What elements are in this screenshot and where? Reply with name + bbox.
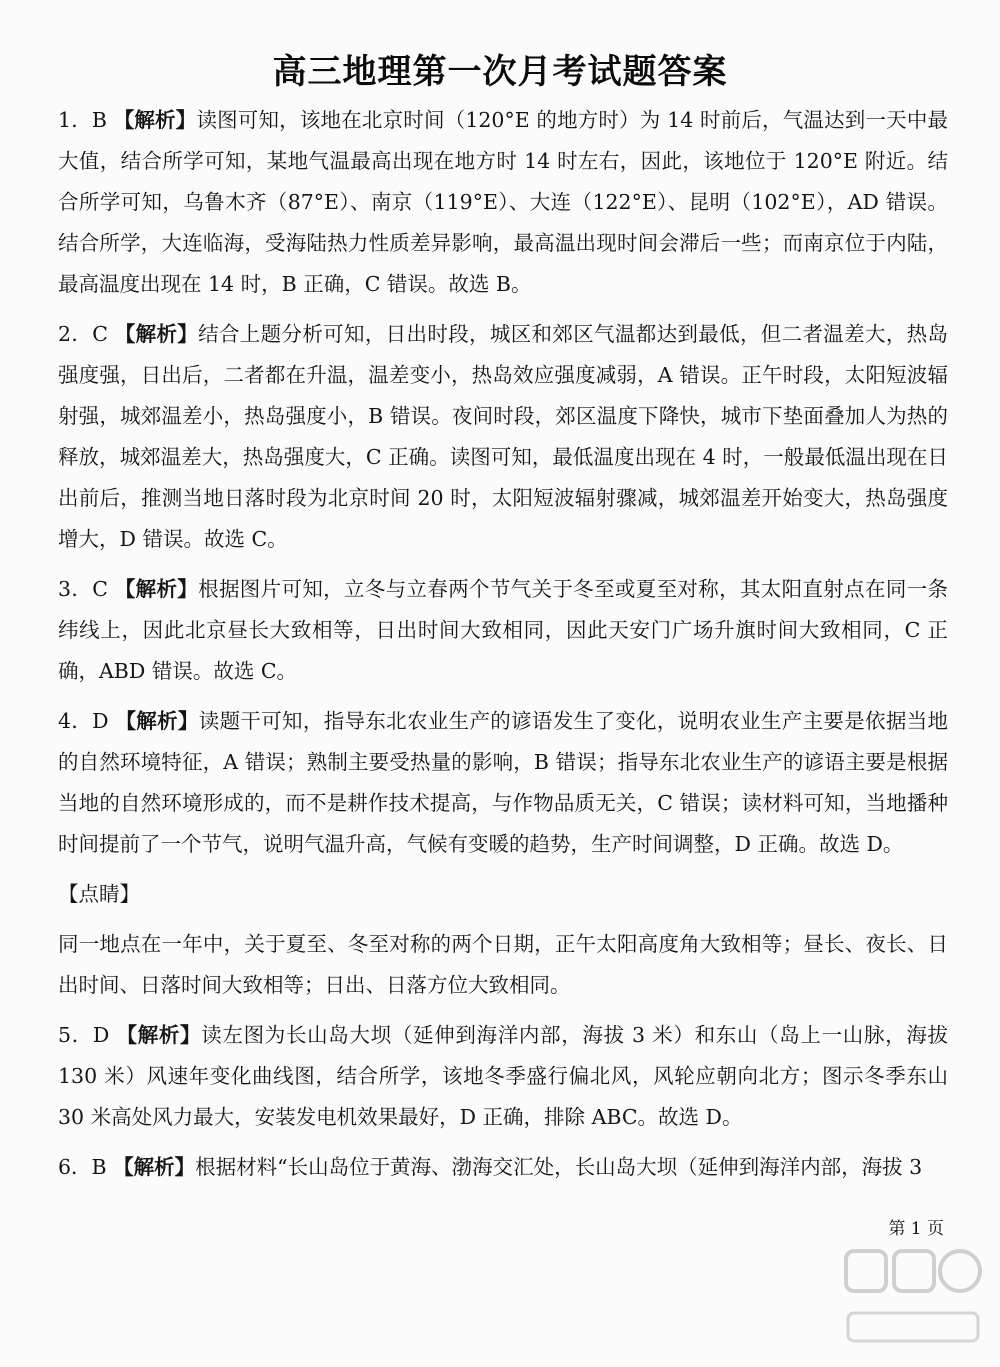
watermark-logo-icon bbox=[838, 1239, 988, 1359]
answer-3 bbox=[58, 569, 948, 692]
answer-6-text: 根据材料“长山岛位于黄海、渤海交汇处，长山岛大坝（延伸到海洋内部，海拔 3 bbox=[195, 1155, 923, 1179]
answer-1-text: 读图可知，该地在北京时间（120°E 的地方时）为 14 时前后，气温达到一天中最大值，结合所学可知，某地气温最高出现在地方时 14 时左右，因此，该地位于 120°E 附近。结合所学可知，乌鲁木齐（87°E）、南京（119°E）、大连（122°E）、昆明（102°E），AD 错误。结合所学，大连临海，受海陆热力性质差异影响，最高温出现时间会滞后一些；而南京位于内陆，最高温度出现在 14 时，B 正确，C 错误。故选 B。 bbox=[58, 108, 949, 296]
answer-5-number: 5．D bbox=[58, 1023, 117, 1047]
answer-5-text: 读左图为长山岛大坝（延伸到海洋内部，海拔 3 米）和东山（岛上一山脉，海拔 130 米）风速年变化曲线图，结合所学，该地冬季盛行偏北风，风轮应朝向北方；图示冬季东山 30 米高处风力最大，安装发电机效果最好，D 正确，排除 ABC。故选 D。 bbox=[58, 1023, 949, 1129]
answer-3-text: 根据图片可知，立冬与立春两个节气关于冬至或夏至对称，其太阳直射点在同一条纬线上，因此北京昼长大致相等，日出时间大致相同，因此天安门广场升旗时间大致相同，C 正确，ABD 错误。故选 C。 bbox=[58, 577, 948, 683]
answer-5 bbox=[58, 1015, 948, 1138]
answer-1 bbox=[58, 100, 948, 305]
answer-4-number: 4．D bbox=[58, 709, 116, 733]
answer-1-label: 【解析】 bbox=[113, 108, 197, 132]
answer-4-label: 【解析】 bbox=[115, 709, 199, 733]
answer-2 bbox=[58, 314, 948, 560]
answer-6 bbox=[58, 1147, 948, 1188]
answer-3-number: 3．C bbox=[58, 577, 115, 601]
page-number: 第 1 页 bbox=[888, 1219, 944, 1239]
answer-4-text: 读题干可知，指导东北农业生产的谚语发生了变化，说明农业生产主要是依据当地的自然环境特征，A 错误；熟制主要受热量的影响，B 错误；指导东北农业生产的谚语主要是根据当地的自然环境形成的，而不是耕作技术提高，与作物品质无关，C 错误；读材料可知，当地播种时间提前了一个节气，说明气温升高，气候有变暖的趋势，生产时间调整，D 正确。故选 D。 bbox=[58, 709, 949, 856]
answer-2-text: 结合上题分析可知，日出时段，城区和郊区气温都达到最低，但二者温差大，热岛强度强，日出后，二者都在升温，温差变小，热岛效应强度减弱，A 错误。正午时段，太阳短波辐射强，城郊温差小，热岛强度小，B 错误。夜间时段，郊区温度下降快，城市下垫面叠加人为热的释放，城郊温差大，热岛强度大，C 正确。读图可知，最低温度出现在 4 时，一般最低温出现在日出前后，推测当地日落时段为北京时间 20 时，太阳短波辐射骤减，城郊温差开始变大，热岛强度增大，D 错误。故选 C。 bbox=[58, 322, 948, 551]
answer-2-number: 2．C bbox=[58, 322, 115, 346]
answer-6-label: 【解析】 bbox=[113, 1155, 196, 1179]
tip-heading: 【点睛】 bbox=[58, 882, 140, 906]
answer-content bbox=[58, 100, 948, 1197]
page-title: 高三地理第一次月考试题答案 bbox=[272, 52, 728, 92]
answer-4 bbox=[58, 701, 948, 865]
answer-1-number: 1．B bbox=[58, 108, 114, 132]
answer-2-label: 【解析】 bbox=[114, 322, 199, 346]
answer-6-number: 6．B bbox=[58, 1155, 114, 1179]
answer-5-label: 【解析】 bbox=[116, 1023, 202, 1047]
answer-3-label: 【解析】 bbox=[114, 577, 199, 601]
tip-text: 同一地点在一年中，关于夏至、冬至对称的两个日期，正午太阳高度角大致相等；昼长、夜长、日出时间、日落时间大致相等；日出、日落方位大致相同。 bbox=[58, 932, 948, 997]
